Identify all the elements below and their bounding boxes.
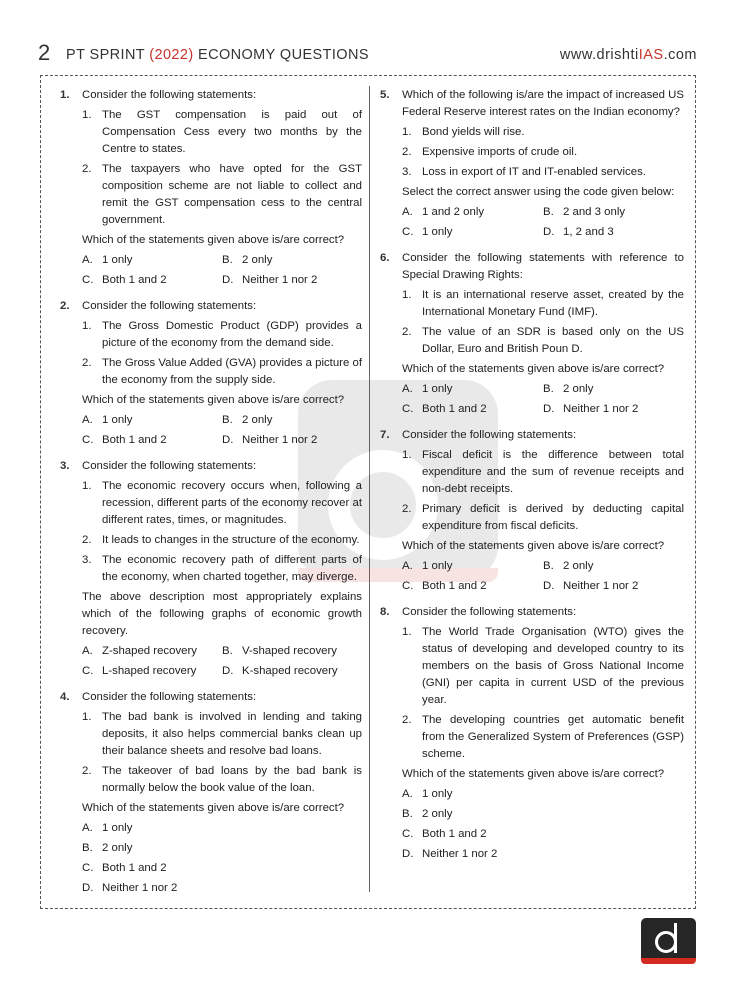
site-url-highlight: IAS <box>638 47 664 63</box>
statement-number: 1. <box>82 711 92 723</box>
option-letter: A. <box>82 645 93 657</box>
statement-text: The Gross Value Added (GVA) provides a picture of the economy from the supply side. <box>102 357 362 386</box>
statement-number: 2. <box>402 326 412 338</box>
question-text: Consider the following statements: <box>82 460 257 472</box>
option-a[interactable] <box>82 820 362 837</box>
option-b[interactable] <box>543 558 684 575</box>
option-text: Z-shaped recovery <box>102 645 197 657</box>
option-c[interactable] <box>402 224 543 241</box>
header-title-prefix: PT SPRINT <box>66 47 145 63</box>
question-4 <box>60 689 362 897</box>
statement-number: 2. <box>402 146 412 158</box>
statement <box>402 712 684 763</box>
right-column <box>380 87 684 872</box>
option-letter: D. <box>543 403 555 415</box>
statement-number: 1. <box>402 289 412 301</box>
statement <box>82 763 362 797</box>
option-c[interactable] <box>402 826 684 843</box>
option-d[interactable] <box>543 224 684 241</box>
question-text: Consider the following statements: <box>82 300 257 312</box>
option-letter: C. <box>82 274 94 286</box>
statement-text: The economic recovery path of different parts of the economy, when charted together, may diverge. <box>102 554 362 583</box>
option-b[interactable] <box>402 806 684 823</box>
option-text: 2 only <box>102 842 133 854</box>
option-text: Neither 1 nor 2 <box>242 434 318 446</box>
statement-text: Bond yields will rise. <box>422 126 525 138</box>
question-number: 7. <box>380 429 390 441</box>
statement <box>82 478 362 529</box>
option-text: Both 1 and 2 <box>422 828 487 840</box>
option-letter: C. <box>82 862 94 874</box>
question-prompt: Which of the statements given above is/are correct? <box>82 394 345 406</box>
option-text: Neither 1 nor 2 <box>102 882 178 894</box>
header-title-suffix: ECONOMY QUESTIONS <box>198 47 369 63</box>
option-letter: A. <box>402 383 413 395</box>
option-c[interactable] <box>82 432 222 449</box>
statement <box>82 355 362 389</box>
header-title-year: (2022) <box>149 47 194 63</box>
option-letter: A. <box>402 788 413 800</box>
statement-number: 1. <box>402 449 412 461</box>
option-letter: B. <box>543 383 554 395</box>
option-text: 1 only <box>422 560 453 572</box>
statement-number: 1. <box>82 320 92 332</box>
statement-number: 1. <box>82 480 92 492</box>
option-letter: A. <box>82 414 93 426</box>
option-letter: D. <box>82 882 94 894</box>
question-number: 2. <box>60 300 70 312</box>
statement <box>402 324 684 358</box>
statement <box>82 552 362 586</box>
option-c[interactable] <box>402 578 543 595</box>
option-c[interactable] <box>82 860 362 877</box>
statement-text: The GST compensation is paid out of Compensation Cess every two months by the Centre to states. <box>102 109 362 155</box>
site-url[interactable] <box>560 47 697 63</box>
statement-text: It is an international reserve asset, created by the International Monetary Fund (IMF). <box>422 289 684 318</box>
option-text: 1 only <box>422 383 453 395</box>
option-text: 2 only <box>563 383 594 395</box>
question-prompt: Which of the statements given above is/are correct? <box>402 363 665 375</box>
statement <box>82 161 362 229</box>
question-text: Consider the following statements: <box>82 89 257 101</box>
option-a[interactable] <box>402 786 684 803</box>
question-prompt: Select the correct answer using the code given below: <box>402 186 675 198</box>
option-d[interactable] <box>543 401 684 418</box>
option-letter: A. <box>402 206 413 218</box>
option-text: Both 1 and 2 <box>102 862 167 874</box>
question-number: 4. <box>60 691 70 703</box>
statement-text: The Gross Domestic Product (GDP) provides a picture of the economy from the demand side. <box>102 320 362 349</box>
question-prompt: Which of the statements given above is/are correct? <box>82 802 345 814</box>
answer-options <box>82 412 362 449</box>
option-letter: D. <box>402 848 414 860</box>
statement <box>402 124 684 141</box>
statement-text: Fiscal deficit is the difference between total expenditure and the sum of revenue receipts and non-debt receipts. <box>422 449 684 495</box>
question-text: Consider the following statements with reference to Special Drawing Rights: <box>402 252 684 281</box>
page-header-title <box>66 47 369 63</box>
option-letter: B. <box>222 414 233 426</box>
option-letter: D. <box>543 226 555 238</box>
option-letter: C. <box>402 403 414 415</box>
statement-text: Loss in export of IT and IT-enabled services. <box>422 166 646 178</box>
statement-number: 1. <box>82 109 92 121</box>
page-number: 2 <box>38 40 51 65</box>
statement-number: 2. <box>82 765 92 777</box>
statement-number: 3. <box>82 554 92 566</box>
question-number: 6. <box>380 252 390 264</box>
option-c[interactable] <box>402 401 543 418</box>
option-text: 1 and 2 only <box>422 206 485 218</box>
option-text: 1 only <box>422 788 453 800</box>
option-d[interactable] <box>222 272 362 289</box>
option-c[interactable] <box>82 663 222 680</box>
question-3 <box>60 458 362 680</box>
statement-number: 2. <box>82 534 92 546</box>
option-letter: D. <box>543 580 555 592</box>
option-letter: B. <box>402 808 413 820</box>
option-letter: C. <box>82 434 94 446</box>
option-letter: C. <box>402 580 414 592</box>
option-text: 1 only <box>102 822 133 834</box>
option-text: K-shaped recovery <box>242 665 338 677</box>
option-text: L-shaped recovery <box>102 665 197 677</box>
option-text: 1, 2 and 3 <box>563 226 614 238</box>
option-text: 2 only <box>563 560 594 572</box>
option-c[interactable] <box>82 272 222 289</box>
site-url-prefix: www.drishti <box>559 47 639 63</box>
option-letter: A. <box>82 822 93 834</box>
option-d[interactable] <box>402 846 684 863</box>
statement <box>82 532 362 549</box>
statement-text: The economic recovery occurs when, following a recession, different parts of the economy recover at different rates, times, or magnitudes. <box>102 480 362 526</box>
statement-text: The World Trade Organisation (WTO) gives the status of developing and developed country to its members on the basis of Gross National Income (GNI) per capita in current USD of the previous year. <box>422 626 684 706</box>
option-text: V-shaped recovery <box>242 645 337 657</box>
statement <box>402 164 684 181</box>
question-8 <box>380 604 684 863</box>
question-number: 8. <box>380 606 390 618</box>
option-b[interactable] <box>82 840 362 857</box>
statement <box>402 447 684 498</box>
statement-text: The value of an SDR is based only on the US Dollar, Euro and British Poun D. <box>422 326 684 355</box>
drishti-d-logo-icon[interactable] <box>641 918 696 964</box>
option-text: 1 only <box>422 226 453 238</box>
question-number: 3. <box>60 460 70 472</box>
option-text: 2 and 3 only <box>563 206 626 218</box>
option-a[interactable] <box>402 204 543 221</box>
answer-options <box>82 643 362 680</box>
statement <box>402 287 684 321</box>
question-text: Consider the following statements: <box>402 606 577 618</box>
answer-options <box>82 820 362 897</box>
option-letter: A. <box>82 254 93 266</box>
answer-options <box>402 558 684 595</box>
option-a[interactable] <box>82 643 222 660</box>
option-d[interactable] <box>222 432 362 449</box>
statement-text: Primary deficit is derived by deducting capital expenditure from fiscal deficits. <box>422 503 684 532</box>
option-d[interactable] <box>543 578 684 595</box>
question-prompt: The above description most appropriately explains which of the following graphs of economic growth recovery. <box>82 591 362 637</box>
question-2 <box>60 298 362 449</box>
option-letter: B. <box>82 842 93 854</box>
option-b[interactable] <box>543 204 684 221</box>
option-a[interactable] <box>402 381 543 398</box>
question-prompt: Which of the statements given above is/are correct? <box>402 768 665 780</box>
answer-options <box>402 204 684 241</box>
option-a[interactable] <box>402 558 543 575</box>
statement-number: 2. <box>402 503 412 515</box>
question-text: Which of the following is/are the impact of increased US Federal Reserve interest rates on the Indian economy? <box>402 89 684 118</box>
option-text: 1 only <box>102 254 133 266</box>
statement <box>82 318 362 352</box>
answer-options <box>82 252 362 289</box>
option-letter: C. <box>402 226 414 238</box>
option-letter: B. <box>543 206 554 218</box>
option-letter: D. <box>222 665 234 677</box>
option-text: 2 only <box>242 414 273 426</box>
question-text: Consider the following statements: <box>82 691 257 703</box>
statement-number: 2. <box>82 163 92 175</box>
question-7 <box>380 427 684 595</box>
statement-number: 2. <box>402 714 412 726</box>
option-text: Neither 1 nor 2 <box>563 403 639 415</box>
question-6 <box>380 250 684 418</box>
option-text: Both 1 and 2 <box>422 580 487 592</box>
option-text: Both 1 and 2 <box>102 434 167 446</box>
option-letter: B. <box>222 645 233 657</box>
option-a[interactable] <box>82 252 222 269</box>
site-url-suffix: .com <box>663 47 697 63</box>
answer-options <box>402 381 684 418</box>
question-prompt: Which of the statements given above is/are correct? <box>402 540 665 552</box>
option-letter: D. <box>222 434 234 446</box>
statement-text: The developing countries get automatic benefit from the Generalized System of Preferences (GSP) scheme. <box>422 714 684 760</box>
statement <box>402 624 684 709</box>
option-text: 1 only <box>102 414 133 426</box>
question-1 <box>60 87 362 289</box>
option-text: Both 1 and 2 <box>422 403 487 415</box>
answer-options <box>402 786 684 863</box>
option-letter: A. <box>402 560 413 572</box>
statement <box>82 107 362 158</box>
option-letter: B. <box>222 254 233 266</box>
option-letter: C. <box>82 665 94 677</box>
option-b[interactable] <box>222 252 362 269</box>
option-text: Neither 1 nor 2 <box>242 274 318 286</box>
option-d[interactable] <box>82 880 362 897</box>
statement <box>402 144 684 161</box>
statement-text: Expensive imports of crude oil. <box>422 146 578 158</box>
option-letter: B. <box>543 560 554 572</box>
statement-number: 2. <box>82 357 92 369</box>
statement-text: It leads to changes in the structure of the economy. <box>102 534 360 546</box>
option-text: 2 only <box>422 808 453 820</box>
option-b[interactable] <box>543 381 684 398</box>
option-text: Neither 1 nor 2 <box>563 580 639 592</box>
question-5 <box>380 87 684 241</box>
statement-text: The bad bank is involved in lending and taking deposits, it also helps commercial banks clean up their balance sheets and resolve bad loans. <box>102 711 362 757</box>
statement-number: 1. <box>402 626 412 638</box>
statement-number: 3. <box>402 166 412 178</box>
statement-number: 1. <box>402 126 412 138</box>
option-text: 2 only <box>242 254 273 266</box>
option-b[interactable] <box>222 412 362 429</box>
statement <box>82 709 362 760</box>
statement <box>402 501 684 535</box>
option-text: Both 1 and 2 <box>102 274 167 286</box>
question-number: 5. <box>380 89 390 101</box>
option-d[interactable] <box>222 663 362 680</box>
statement-text: The takeover of bad loans by the bad bank is normally below the book value of the loan. <box>102 765 362 794</box>
question-number: 1. <box>60 89 70 101</box>
option-letter: D. <box>222 274 234 286</box>
left-column <box>60 87 362 906</box>
question-text: Consider the following statements: <box>402 429 577 441</box>
option-letter: C. <box>402 828 414 840</box>
option-a[interactable] <box>82 412 222 429</box>
option-b[interactable] <box>222 643 362 660</box>
option-text: Neither 1 nor 2 <box>422 848 498 860</box>
question-prompt: Which of the statements given above is/are correct? <box>82 234 345 246</box>
statement-text: The taxpayers who have opted for the GST composition scheme are not liable to collect and remit the GST compensation cess to the central government. <box>102 163 362 226</box>
